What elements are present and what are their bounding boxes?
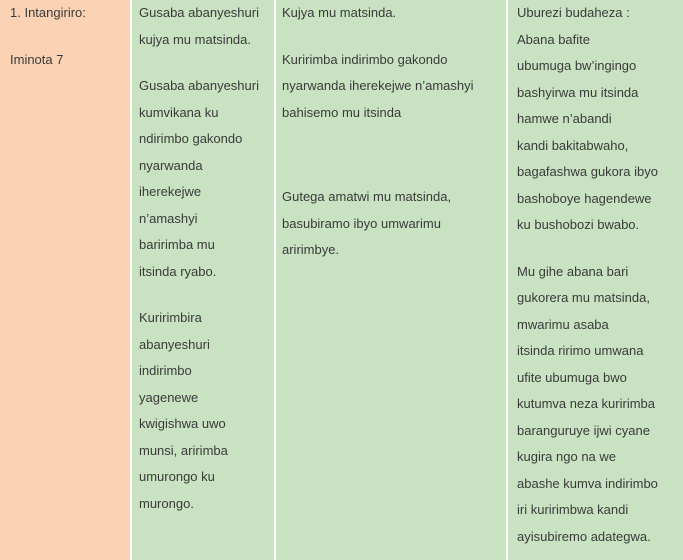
- step-duration: Iminota 7: [10, 51, 64, 67]
- text-line: nyarwanda: [139, 157, 203, 173]
- text-line: bagafashwa gukora ibyo: [517, 164, 658, 179]
- text-line: bashyirwa mu itsinda: [517, 84, 639, 100]
- paragraph: [517, 259, 677, 551]
- text-line: gukorera mu matsinda,: [517, 290, 650, 305]
- text-line: umurongo ku: [139, 469, 215, 484]
- text-line: murongo.: [139, 495, 194, 511]
- text-line: kutumva neza kuririmba: [517, 396, 655, 411]
- text-line: n’amashyi: [139, 210, 198, 226]
- paragraph: [517, 0, 677, 239]
- text-line: Gutega amatwi mu matsinda,: [282, 189, 452, 204]
- text-line: bahisemo mu itsinda: [282, 104, 402, 120]
- text-line: baranguruye ijwi cyane: [517, 422, 650, 438]
- text-line: ndirimbo gakondo: [139, 131, 243, 146]
- text-line: Abana bafite: [517, 31, 591, 47]
- text-line: Uburezi budaheza :: [517, 5, 630, 20]
- text-line: kwigishwa uwo: [139, 416, 226, 431]
- text-line: kandi bakitabwaho,: [517, 137, 629, 153]
- column-competences: [508, 0, 683, 560]
- text-line: kumvikana ku: [139, 104, 219, 120]
- text-line: iherekejwe: [139, 184, 202, 199]
- paragraph: [282, 0, 500, 27]
- text-line: ubumuga bw’ingingo: [517, 58, 637, 73]
- text-line: indirimbo: [139, 363, 192, 378]
- text-line: ayisubiremo adategwa.: [517, 528, 651, 544]
- text-line: baririmba mu: [139, 237, 215, 252]
- text-line: hamwe n’abandi: [517, 111, 612, 126]
- text-line: yagenewe: [139, 389, 199, 405]
- text-line: munsi, aririmba: [139, 442, 228, 458]
- text-line: nyarwanda iherekejwe n’amashyi: [282, 78, 474, 93]
- text-line: bashoboye hagendewe: [517, 190, 652, 206]
- text-line: Kuririmbira: [139, 310, 202, 325]
- text-line: iri kuririmbwa kandi: [517, 502, 629, 517]
- text-line: kugira ngo na we: [517, 449, 617, 464]
- text-line: kujya mu matsinda.: [139, 31, 251, 47]
- text-line: ku bushobozi bwabo.: [517, 217, 640, 232]
- text-line: Gusaba abanyeshuri: [139, 78, 259, 93]
- text-line: Kuririmba indirimbo gakondo: [282, 51, 448, 67]
- text-line: Gusaba abanyeshuri: [139, 5, 259, 20]
- paragraph: [282, 184, 500, 264]
- paragraph: [282, 47, 500, 127]
- text-line: aririmbye.: [282, 242, 340, 257]
- text-line: itsinda ryabo.: [139, 263, 217, 279]
- text-line: abashe kumva indirimbo: [517, 475, 658, 491]
- text-line: ufite ubumuga bwo: [517, 369, 627, 385]
- text-line: mwarimu asaba: [517, 316, 609, 332]
- text-line: Mu gihe abana bari: [517, 263, 629, 279]
- paragraph: [139, 305, 268, 517]
- text-line: basubiramo ibyo umwarimu: [282, 215, 441, 231]
- column-student-activities: [276, 0, 508, 560]
- text-line: abanyeshuri: [139, 336, 210, 352]
- text-line: Kujya mu matsinda.: [282, 5, 397, 20]
- column-intro: [0, 0, 132, 560]
- text-line: itsinda ririmo umwana: [517, 343, 644, 358]
- paragraph: [139, 73, 268, 285]
- paragraph: [139, 0, 268, 53]
- step-title: 1. Intangiriro:: [10, 5, 86, 20]
- column-teacher-activities: [132, 0, 276, 560]
